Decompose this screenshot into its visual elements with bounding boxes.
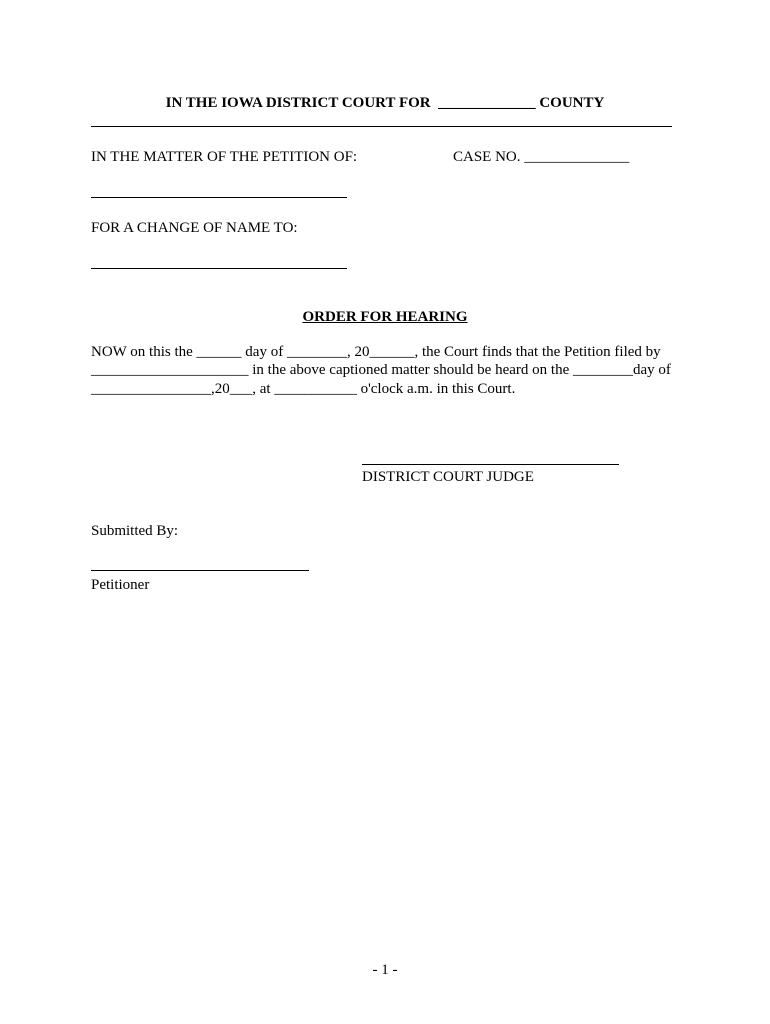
- judge-label: DISTRICT COURT JUDGE: [362, 469, 534, 485]
- case-number: CASE NO. ______________: [453, 149, 630, 165]
- title-divider: [91, 126, 672, 127]
- change-of-name-label: FOR A CHANGE OF NAME TO:: [91, 220, 298, 236]
- matter-label: IN THE MATTER OF THE PETITION OF:: [91, 149, 358, 165]
- petitioner-label: Petitioner: [91, 577, 150, 593]
- judge-signature-line: [362, 464, 619, 465]
- order-line-1: NOW on this the ______ day of ________, 20______, the Court finds that the Petition filed by: [91, 344, 661, 360]
- petitioner-signature-line: [91, 570, 309, 571]
- new-name-line: [91, 268, 347, 269]
- page-number: - 1 -: [372, 962, 398, 978]
- order-line-2: _____________________ in the above captioned matter should be heard on the ________day of: [91, 362, 671, 378]
- submitted-by-label: Submitted By:: [91, 523, 179, 539]
- order-line-3: ________________,20___, at ___________ o'clock a.m. in this Court.: [91, 381, 516, 397]
- petitioner-name-line: [91, 197, 347, 198]
- court-title: IN THE IOWA DISTRICT COURT FOR _____________ COUNTY: [165, 95, 605, 111]
- order-heading: ORDER FOR HEARING: [302, 309, 468, 325]
